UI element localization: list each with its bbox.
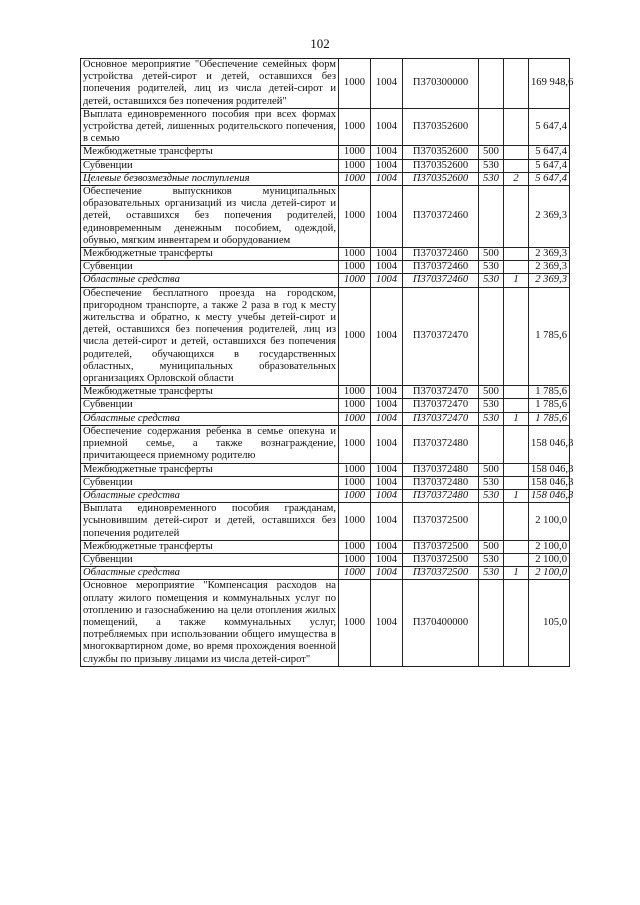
table-row	[81, 159, 570, 172]
row-name-cell: Субвенции	[81, 261, 339, 274]
row-name-cell: Межбюджетные трансферты	[81, 146, 339, 159]
amount-cell: 1 785,6	[529, 399, 570, 412]
source-cell	[504, 186, 529, 248]
source-cell	[504, 159, 529, 172]
table-row	[81, 186, 570, 248]
section-cell: 1000	[339, 476, 371, 489]
table-row	[81, 248, 570, 261]
page-number: 102	[310, 36, 330, 51]
section-cell: 1000	[339, 553, 371, 566]
source-cell: 1	[504, 567, 529, 580]
source-cell	[504, 476, 529, 489]
source-cell	[504, 463, 529, 476]
section-cell: 1000	[339, 386, 371, 399]
table-row	[81, 580, 570, 666]
target-article-cell: П370400000	[403, 580, 479, 666]
source-cell	[504, 553, 529, 566]
expense-type-cell	[479, 503, 504, 541]
target-article-cell: П370372500	[403, 503, 479, 541]
row-name-cell: Областные средства	[81, 567, 339, 580]
source-cell	[504, 503, 529, 541]
subsection-cell: 1004	[371, 146, 403, 159]
table-body	[81, 59, 574, 667]
table-row	[81, 489, 570, 502]
subsection-cell: 1004	[371, 386, 403, 399]
amount-cell: 5 647,4	[529, 108, 570, 146]
target-article-cell: П370352600	[403, 172, 479, 185]
expense-type-cell: 530	[479, 567, 504, 580]
section-cell: 1000	[339, 172, 371, 185]
subsection-cell: 1004	[371, 186, 403, 248]
source-cell	[504, 108, 529, 146]
source-cell	[504, 146, 529, 159]
expense-type-cell: 530	[479, 489, 504, 502]
table-row	[81, 274, 570, 287]
section-cell: 1000	[339, 287, 371, 386]
amount-cell: 169 948,6	[529, 59, 570, 109]
section-cell: 1000	[339, 489, 371, 502]
expense-type-cell	[479, 108, 504, 146]
table-row	[81, 172, 570, 185]
expense-type-cell	[479, 59, 504, 109]
subsection-cell: 1004	[371, 412, 403, 425]
amount-cell: 158 046,3	[529, 425, 570, 463]
section-cell: 1000	[339, 540, 371, 553]
table-row	[81, 146, 570, 159]
amount-cell: 5 647,4	[529, 146, 570, 159]
section-cell: 1000	[339, 463, 371, 476]
row-name-cell: Субвенции	[81, 476, 339, 489]
expense-type-cell: 530	[479, 553, 504, 566]
subsection-cell: 1004	[371, 287, 403, 386]
expense-type-cell	[479, 186, 504, 248]
target-article-cell: П370372480	[403, 425, 479, 463]
expense-type-cell: 530	[479, 399, 504, 412]
source-cell	[504, 580, 529, 666]
target-article-cell: П370352600	[403, 146, 479, 159]
expense-type-cell	[479, 425, 504, 463]
target-article-cell: П370372480	[403, 476, 479, 489]
source-cell	[504, 540, 529, 553]
target-article-cell: П370372460	[403, 186, 479, 248]
amount-cell: 5 647,4	[529, 159, 570, 172]
table-row	[81, 108, 570, 146]
subsection-cell: 1004	[371, 463, 403, 476]
target-article-cell: П370372460	[403, 261, 479, 274]
source-cell	[504, 386, 529, 399]
expense-type-cell: 530	[479, 172, 504, 185]
section-cell: 1000	[339, 108, 371, 146]
table-row	[81, 503, 570, 541]
source-cell	[504, 261, 529, 274]
table-row	[81, 425, 570, 463]
subsection-cell: 1004	[371, 248, 403, 261]
amount-cell: 2 369,3	[529, 274, 570, 287]
source-cell: 2	[504, 172, 529, 185]
amount-cell: 1 785,6	[529, 386, 570, 399]
amount-cell: 1 785,6	[529, 287, 570, 386]
row-name-cell: Межбюджетные трансферты	[81, 540, 339, 553]
table-row	[81, 287, 570, 386]
expense-type-cell: 530	[479, 476, 504, 489]
subsection-cell: 1004	[371, 567, 403, 580]
subsection-cell: 1004	[371, 172, 403, 185]
section-cell: 1000	[339, 412, 371, 425]
table-row	[81, 540, 570, 553]
row-name-cell: Межбюджетные трансферты	[81, 386, 339, 399]
target-article-cell: П370300000	[403, 59, 479, 109]
section-cell: 1000	[339, 186, 371, 248]
subsection-cell: 1004	[371, 540, 403, 553]
source-cell: 1	[504, 412, 529, 425]
subsection-cell: 1004	[371, 425, 403, 463]
section-cell: 1000	[339, 503, 371, 541]
target-article-cell: П370372480	[403, 463, 479, 476]
expense-type-cell	[479, 580, 504, 666]
target-article-cell: П370372500	[403, 540, 479, 553]
section-cell: 1000	[339, 580, 371, 666]
subsection-cell: 1004	[371, 261, 403, 274]
row-name-cell: Выплата единовременного пособия при всех формах устройства детей, лишенных родительского попечения, в семью	[81, 108, 339, 146]
section-cell: 1000	[339, 261, 371, 274]
expense-type-cell: 500	[479, 463, 504, 476]
expense-type-cell: 500	[479, 146, 504, 159]
target-article-cell: П370372480	[403, 489, 479, 502]
section-cell: 1000	[339, 59, 371, 109]
amount-cell: 2 100,0	[529, 567, 570, 580]
table-row	[81, 412, 570, 425]
expense-type-cell: 500	[479, 386, 504, 399]
expense-type-cell: 530	[479, 159, 504, 172]
amount-cell: 2 100,0	[529, 553, 570, 566]
subsection-cell: 1004	[371, 553, 403, 566]
source-cell	[504, 248, 529, 261]
section-cell: 1000	[339, 159, 371, 172]
subsection-cell: 1004	[371, 489, 403, 502]
section-cell: 1000	[339, 399, 371, 412]
table-row	[81, 476, 570, 489]
subsection-cell: 1004	[371, 159, 403, 172]
section-cell: 1000	[339, 248, 371, 261]
section-cell: 1000	[339, 274, 371, 287]
table-row	[81, 261, 570, 274]
subsection-cell: 1004	[371, 59, 403, 109]
target-article-cell: П370372470	[403, 412, 479, 425]
row-name-cell: Целевые безвозмездные поступления	[81, 172, 339, 185]
expense-type-cell: 500	[479, 540, 504, 553]
row-name-cell: Областные средства	[81, 489, 339, 502]
row-name-cell: Обеспечение бесплатного проезда на городском, пригородном транспорте, а также 2 раза в год к месту жительства и обратно, к месту учебы детей-сирот и детей, оставшихся без попечения родителей, лиц из числа детей-сирот и детей, оставшихся без попечения родителей, обучающихся в государственных областных, муниципальных образовательных организациях Орловской области	[81, 287, 339, 386]
row-name-cell: Субвенции	[81, 399, 339, 412]
amount-cell: 2 369,3	[529, 186, 570, 248]
amount-cell: 1 785,6	[529, 412, 570, 425]
amount-cell: 5 647,4	[529, 172, 570, 185]
row-name-cell: Обеспечение содержания ребенка в семье опекуна и приемной семье, а также вознаграждение, причитающееся приемному родителю	[81, 425, 339, 463]
table-row	[81, 399, 570, 412]
target-article-cell: П370372470	[403, 287, 479, 386]
expense-type-cell: 500	[479, 248, 504, 261]
row-name-cell: Субвенции	[81, 553, 339, 566]
source-cell	[504, 399, 529, 412]
table-row	[81, 567, 570, 580]
row-name-cell: Межбюджетные трансферты	[81, 248, 339, 261]
expense-type-cell: 530	[479, 261, 504, 274]
source-cell	[504, 59, 529, 109]
table-row	[81, 553, 570, 566]
amount-cell: 158 046,3	[529, 489, 570, 502]
table-row	[81, 59, 570, 109]
target-article-cell: П370352600	[403, 108, 479, 146]
row-name-cell: Субвенции	[81, 159, 339, 172]
target-article-cell: П370372470	[403, 386, 479, 399]
subsection-cell: 1004	[371, 108, 403, 146]
target-article-cell: П370372500	[403, 553, 479, 566]
target-article-cell: П370372460	[403, 248, 479, 261]
amount-cell: 2 369,3	[529, 261, 570, 274]
subsection-cell: 1004	[371, 274, 403, 287]
source-cell	[504, 287, 529, 386]
expense-type-cell	[479, 287, 504, 386]
subsection-cell: 1004	[371, 580, 403, 666]
amount-cell: 158 046,3	[529, 463, 570, 476]
source-cell	[504, 425, 529, 463]
amount-cell: 2 100,0	[529, 503, 570, 541]
table-row	[81, 463, 570, 476]
table-row	[81, 386, 570, 399]
row-name-cell: Выплата единовременного пособия гражданам, усыновившим детей-сирот и детей, оставшихся без попечения родителей	[81, 503, 339, 541]
row-name-cell: Обеспечение выпускников муниципальных образовательных организаций из числа детей-сирот и детей, оставшихся без попечения родителей, единовременным денежным пособием, одеждой, обувью, мягким инвентарем и оборудованием	[81, 186, 339, 248]
subsection-cell: 1004	[371, 399, 403, 412]
expense-type-cell: 530	[479, 274, 504, 287]
source-cell: 1	[504, 274, 529, 287]
amount-cell: 2 369,3	[529, 248, 570, 261]
subsection-cell: 1004	[371, 503, 403, 541]
row-name-cell: Областные средства	[81, 274, 339, 287]
row-name-cell: Областные средства	[81, 412, 339, 425]
target-article-cell: П370352600	[403, 159, 479, 172]
section-cell: 1000	[339, 146, 371, 159]
row-name-cell: Межбюджетные трансферты	[81, 463, 339, 476]
target-article-cell: П370372470	[403, 399, 479, 412]
amount-cell: 105,0	[529, 580, 570, 666]
subsection-cell: 1004	[371, 476, 403, 489]
section-cell: 1000	[339, 425, 371, 463]
row-name-cell: Основное мероприятие "Компенсация расходов на оплату жилого помещения и коммунальных услуг по отоплению и газоснабжению на цели отопления жилых помещений, а также коммунальных услуг, потребляемых при использовании общего имущества в многоквартирном доме, во время прохождения военной службы по призыву лицами из числа детей-сирот"	[81, 580, 339, 666]
section-cell: 1000	[339, 567, 371, 580]
amount-cell: 158 046,3	[529, 476, 570, 489]
expense-type-cell: 530	[479, 412, 504, 425]
row-name-cell: Основное мероприятие "Обеспечение семейных форм устройства детей-сирот и детей, оставшихся без попечения родителей, лиц из числа детей-сирот и детей, оставшихся без попечения родителей"	[81, 59, 339, 109]
target-article-cell: П370372460	[403, 274, 479, 287]
amount-cell: 2 100,0	[529, 540, 570, 553]
target-article-cell: П370372500	[403, 567, 479, 580]
budget-table	[80, 58, 574, 667]
source-cell: 1	[504, 489, 529, 502]
